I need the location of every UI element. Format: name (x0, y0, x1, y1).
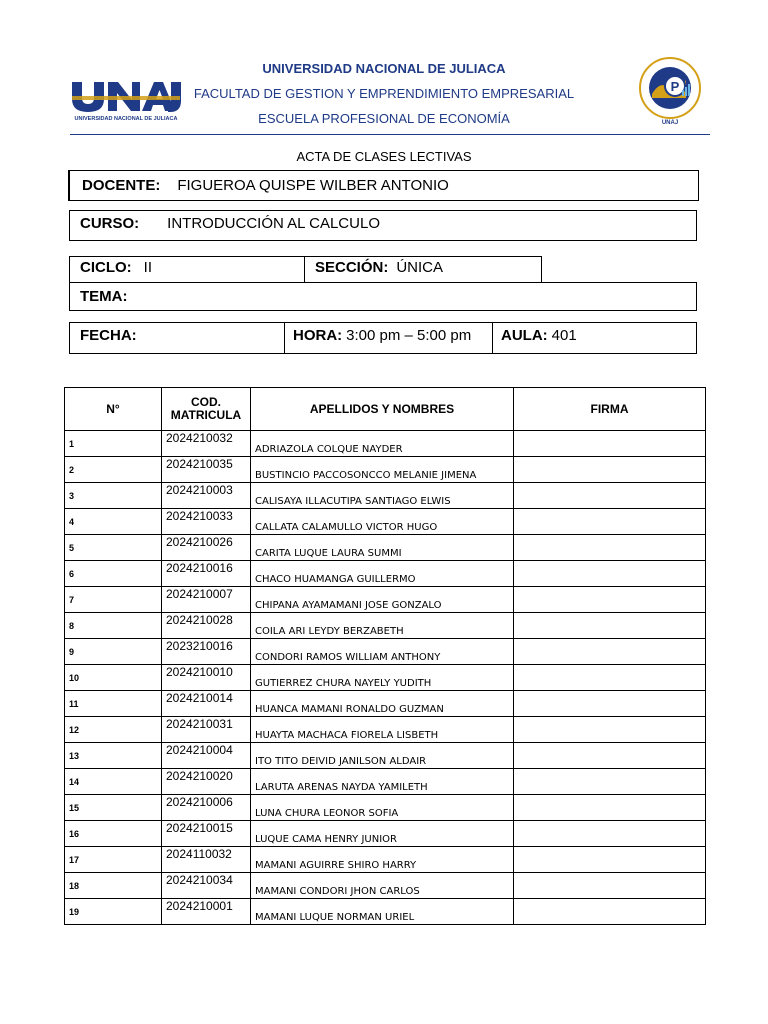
seccion-box (304, 256, 542, 283)
table-row (65, 639, 706, 665)
row-signature-field[interactable] (514, 561, 706, 587)
row-signature-field[interactable] (514, 535, 706, 561)
row-code: 2024210026 (162, 535, 251, 561)
aula-value: 401 (551, 326, 577, 344)
row-signature-field[interactable] (514, 873, 706, 899)
row-code: 2024210033 (162, 509, 251, 535)
header-names: APELLIDOS Y NOMBRES (251, 388, 514, 431)
row-signature-field[interactable] (514, 509, 706, 535)
table-row (65, 769, 706, 795)
row-signature-field[interactable] (514, 899, 706, 925)
row-name: LARUTA ARENAS NAYDA YAMILETH (251, 769, 514, 795)
docente-value: FIGUEROA QUISPE WILBER ANTONIO (177, 177, 449, 194)
docente-label: DOCENTE: (82, 177, 161, 194)
row-signature-field[interactable] (514, 795, 706, 821)
table-row (65, 899, 706, 925)
tema-label: TEMA: (80, 288, 128, 305)
row-signature-field[interactable] (514, 639, 706, 665)
row-number: 15 (65, 795, 162, 821)
row-code: 2024210006 (162, 795, 251, 821)
row-number: 12 (65, 717, 162, 743)
table-header-row (65, 388, 706, 431)
row-code: 2024210015 (162, 821, 251, 847)
row-signature-field[interactable] (514, 665, 706, 691)
hora-label: HORA: (293, 326, 343, 344)
row-code: 2024210031 (162, 717, 251, 743)
row-code: 2024210016 (162, 561, 251, 587)
header-divider (70, 134, 710, 135)
table-row (65, 873, 706, 899)
row-code: 2024210032 (162, 431, 251, 457)
table-row (65, 795, 706, 821)
table-row (65, 535, 706, 561)
row-number: 6 (65, 561, 162, 587)
row-code: 2024210020 (162, 769, 251, 795)
row-code: 2023210016 (162, 639, 251, 665)
seccion-label: SECCIÓN: (315, 259, 389, 276)
row-name: CONDORI RAMOS WILLIAM ANTHONY (251, 639, 514, 665)
row-signature-field[interactable] (514, 769, 706, 795)
row-code: 2024210007 (162, 587, 251, 613)
row-code: 2024210028 (162, 613, 251, 639)
row-name: HUAYTA MACHACA FIORELA LISBETH (251, 717, 514, 743)
row-signature-field[interactable] (514, 431, 706, 457)
tema-box (69, 282, 697, 311)
row-name: CARITA LUQUE LAURA SUMMI (251, 535, 514, 561)
row-code: 2024210034 (162, 873, 251, 899)
row-name: GUTIERREZ CHURA NAYELY YUDITH (251, 665, 514, 691)
row-number: 11 (65, 691, 162, 717)
hora-value: 3:00 pm – 5:00 pm (346, 326, 472, 344)
row-number: 2 (65, 457, 162, 483)
row-number: 8 (65, 613, 162, 639)
row-name: MAMANI CONDORI JHON CARLOS (251, 873, 514, 899)
table-row (65, 717, 706, 743)
row-code: 2024210010 (162, 665, 251, 691)
row-code: 2024210001 (162, 899, 251, 925)
table-row (65, 509, 706, 535)
curso-label: CURSO: (80, 215, 140, 232)
document-title: ACTA DE CLASES LECTIVAS (296, 149, 472, 164)
hora-box (284, 322, 493, 354)
header-number: N° (65, 388, 162, 431)
table-row (65, 483, 706, 509)
row-name: CALLATA CALAMULLO VICTOR HUGO (251, 509, 514, 535)
row-name: LUQUE CAMA HENRY JUNIOR (251, 821, 514, 847)
svg-text:P: P (670, 79, 680, 94)
row-signature-field[interactable] (514, 457, 706, 483)
row-code: 2024210035 (162, 457, 251, 483)
row-signature-field[interactable] (514, 483, 706, 509)
row-name: CALISAYA ILLACUTIPA SANTIAGO ELWIS (251, 483, 514, 509)
row-number: 9 (65, 639, 162, 665)
row-number: 19 (65, 899, 162, 925)
table-row (65, 457, 706, 483)
row-name: ITO TITO DEIVID JANILSON ALDAIR (251, 743, 514, 769)
row-number: 16 (65, 821, 162, 847)
docente-box (68, 170, 699, 201)
table-row (65, 665, 706, 691)
fecha-box (69, 322, 285, 354)
row-name: COILA ARI LEYDY BERZABETH (251, 613, 514, 639)
row-number: 7 (65, 587, 162, 613)
seal-caption: UNAJ (661, 120, 679, 126)
row-code: 2024210004 (162, 743, 251, 769)
row-signature-field[interactable] (514, 587, 706, 613)
table-row (65, 431, 706, 457)
row-name: CHIPANA AYAMAMANI JOSE GONZALO (251, 587, 514, 613)
header-code (162, 388, 251, 431)
row-name: BUSTINCIO PACCOSONCCO MELANIE JIMENA (251, 457, 514, 483)
row-number: 17 (65, 847, 162, 873)
row-number: 4 (65, 509, 162, 535)
row-name: LUNA CHURA LEONOR SOFIA (251, 795, 514, 821)
row-signature-field[interactable] (514, 743, 706, 769)
row-code: 2024210003 (162, 483, 251, 509)
curso-value: INTRODUCCIÓN AL CALCULO (167, 215, 380, 232)
header-signature: FIRMA (514, 388, 706, 431)
row-number: 5 (65, 535, 162, 561)
header-code-label: COD. MATRICULA (170, 395, 242, 422)
table-row (65, 847, 706, 873)
row-name: CHACO HUAMANGA GUILLERMO (251, 561, 514, 587)
ciclo-box (69, 256, 305, 283)
faculty-name: FACULTAD DE GESTION Y EMPRENDIMIENTO EMPRESARIAL (193, 86, 575, 101)
aula-box (492, 322, 697, 354)
logo-left-caption: UNIVERSIDAD NACIONAL DE JULIACA (74, 116, 178, 122)
row-signature-field[interactable] (514, 613, 706, 639)
row-name: MAMANI LUQUE NORMAN URIEL (251, 899, 514, 925)
row-code: 2024110032 (162, 847, 251, 873)
table-row (65, 821, 706, 847)
row-name: HUANCA MAMANI RONALDO GUZMAN (251, 691, 514, 717)
aula-label: AULA: (501, 326, 548, 344)
attendance-table (64, 387, 706, 925)
row-signature-field[interactable] (514, 717, 706, 743)
row-code: 2024210014 (162, 691, 251, 717)
school-name: ESCUELA PROFESIONAL DE ECONOMÍA (258, 111, 510, 126)
table-row (65, 743, 706, 769)
row-name: ADRIAZOLA COLQUE NAYDER (251, 431, 514, 457)
curso-box (69, 210, 697, 241)
seccion-value: ÚNICA (396, 259, 444, 276)
row-signature-field[interactable] (514, 821, 706, 847)
fecha-label: FECHA: (80, 326, 137, 344)
table-row (65, 691, 706, 717)
row-number: 14 (65, 769, 162, 795)
table-row (65, 561, 706, 587)
ciclo-value: II (143, 259, 153, 276)
row-signature-field[interactable] (514, 691, 706, 717)
ciclo-label: CICLO: (80, 259, 132, 276)
row-number: 1 (65, 431, 162, 457)
row-number: 3 (65, 483, 162, 509)
row-signature-field[interactable] (514, 847, 706, 873)
row-name: MAMANI AGUIRRE SHIRO HARRY (251, 847, 514, 873)
table-row (65, 613, 706, 639)
table-row (65, 587, 706, 613)
university-name: UNIVERSIDAD NACIONAL DE JULIACA (262, 61, 506, 76)
row-number: 18 (65, 873, 162, 899)
row-number: 10 (65, 665, 162, 691)
row-number: 13 (65, 743, 162, 769)
